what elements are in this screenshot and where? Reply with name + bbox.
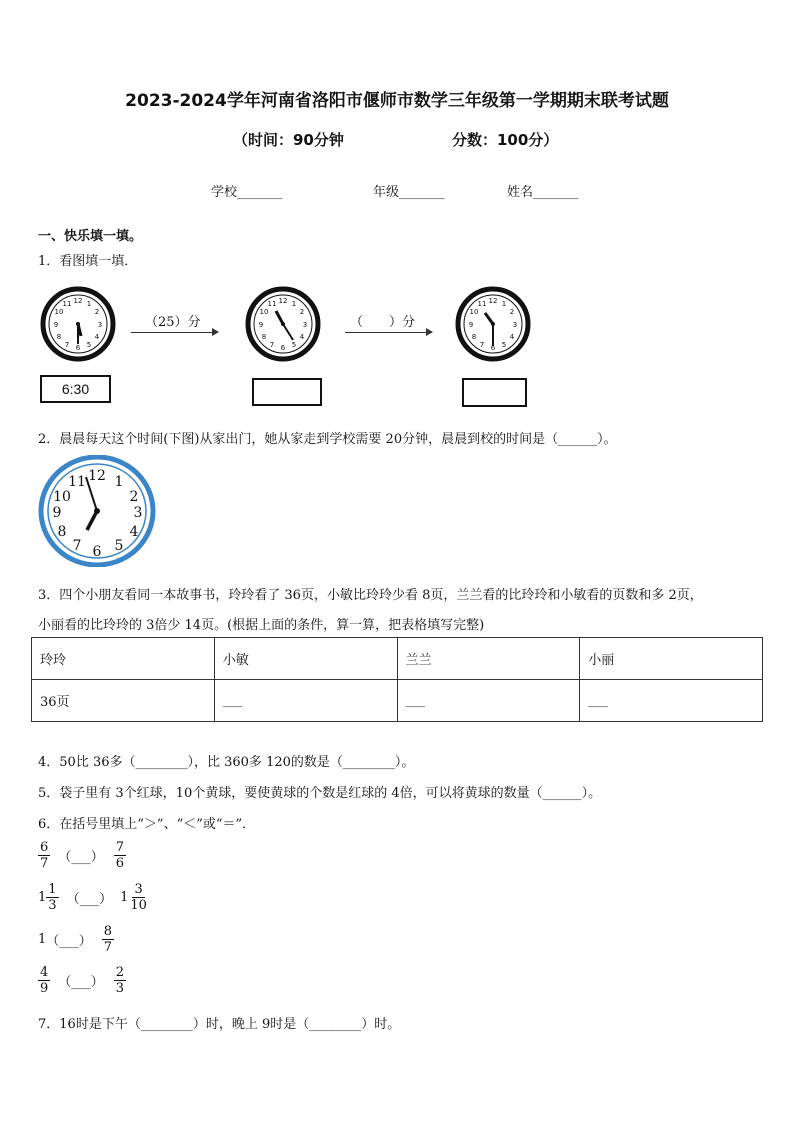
svg-text:11: 11 — [62, 300, 72, 308]
arrow-2-head-icon — [426, 328, 433, 336]
svg-text:10: 10 — [54, 308, 64, 316]
page-title: 2023-2024学年河南省洛阳市偃师市数学三年级第一学期期末联考试题 — [125, 91, 669, 111]
svg-text:3: 3 — [512, 321, 518, 329]
clock-2-icon — [245, 286, 321, 362]
svg-text:3: 3 — [133, 505, 143, 521]
answer-blank[interactable]: （___） — [58, 850, 104, 865]
svg-text:2: 2 — [94, 308, 100, 316]
svg-text:12: 12 — [278, 297, 288, 305]
table-row — [32, 680, 763, 722]
question-7-text: 7．16时是下午（________）时，晚上 9时是（________）时。 — [38, 1017, 401, 1032]
comparison-row-4 — [38, 965, 126, 996]
left-fraction: $\frac{1}{3}$ — [48, 882, 57, 913]
table-cell[interactable]: ___ — [397, 680, 580, 722]
svg-text:4: 4 — [509, 333, 515, 341]
total-score: 分数：100分） — [452, 131, 559, 149]
svg-text:1: 1 — [501, 300, 507, 308]
svg-text:8: 8 — [56, 333, 62, 341]
left-fraction: $\frac{6}{7}$ — [40, 840, 49, 871]
svg-text:6: 6 — [92, 544, 102, 560]
time-box-1: 6:30 — [40, 375, 111, 403]
question-1-text: 1．看图填一填． — [38, 254, 138, 269]
svg-text:5: 5 — [114, 538, 124, 554]
svg-text:2: 2 — [299, 308, 305, 316]
right-whole: 1 — [120, 890, 129, 905]
arrow-1-head-icon — [212, 328, 219, 336]
svg-text:2: 2 — [129, 489, 139, 505]
arrow-2-label: （ ）分 — [350, 315, 416, 330]
question-6-text: 6．在括号里填上“＞”、“＜”或“＝”． — [38, 817, 256, 832]
table-header-cell: 兰兰 — [397, 638, 580, 680]
svg-text:1: 1 — [86, 300, 92, 308]
svg-text:11: 11 — [267, 300, 277, 308]
table-header-cell: 小丽 — [580, 638, 763, 680]
svg-text:4: 4 — [299, 333, 305, 341]
clock-3-icon — [455, 286, 531, 362]
arrow-2-line — [345, 332, 430, 333]
question-4-text: 4．50比 36多（________），比 360多 120的数是（________）。 — [38, 755, 415, 770]
table-header-row — [32, 638, 763, 680]
time-limit: （时间：90分钟 — [233, 131, 344, 149]
svg-text:9: 9 — [468, 321, 474, 329]
name-field: 姓名_______ — [507, 185, 579, 200]
svg-text:12: 12 — [488, 297, 498, 305]
right-fraction: $\frac{2}{3}$ — [115, 965, 125, 996]
svg-text:9: 9 — [53, 321, 59, 329]
question-3-line-1: 3．四个小朋友看同一本故事书，玲玲看了 36页，小敏比玲玲少看 8页，兰兰看的比玲玲和小敏看的页数和多 2页， — [38, 588, 703, 603]
table-cell[interactable]: ___ — [580, 680, 763, 722]
arrow-1-line — [131, 332, 216, 333]
time-box-2[interactable] — [252, 378, 322, 406]
right-fraction: $\frac{7}{6}$ — [115, 840, 125, 871]
question-3-line-2: 小丽看的比玲玲的 3倍少 14页。(根据上面的条件，算一算，把表格填写完整) — [38, 618, 485, 633]
left-fraction: $\frac{4}{9}$ — [40, 965, 49, 996]
comparison-row-2 — [38, 882, 149, 913]
svg-text:4: 4 — [129, 524, 139, 540]
svg-text:6: 6 — [75, 344, 81, 352]
svg-text:3: 3 — [97, 321, 103, 329]
left-whole: 1 — [38, 932, 47, 947]
svg-text:2: 2 — [509, 308, 515, 316]
grade-field: 年级_______ — [373, 185, 445, 200]
table-header-cell: 玲玲 — [32, 638, 215, 680]
svg-text:8: 8 — [261, 333, 267, 341]
left-whole: 1 — [38, 890, 47, 905]
svg-text:3: 3 — [302, 321, 308, 329]
question-2-text: 2．晨晨每天这个时间(下图)从家出门，她从家走到学校需要 20分钟，晨晨到校的时间是（______）。 — [38, 432, 617, 447]
wall-clock-icon — [38, 455, 156, 567]
answer-blank[interactable]: （___） — [58, 975, 104, 990]
comparison-row-3 — [38, 924, 114, 955]
svg-text:10: 10 — [469, 308, 479, 316]
comparison-row-1 — [38, 840, 126, 871]
svg-text:5: 5 — [86, 341, 92, 349]
clock-1-icon — [40, 286, 116, 362]
svg-text:7: 7 — [479, 341, 485, 349]
table-cell[interactable]: ___ — [214, 680, 397, 722]
answer-blank[interactable]: （___） — [46, 934, 92, 949]
svg-text:4: 4 — [94, 333, 100, 341]
svg-text:11: 11 — [68, 474, 86, 490]
arrow-1-label: （25）分 — [145, 315, 201, 330]
svg-text:12: 12 — [88, 468, 106, 484]
question-5-text: 5．袋子里有 3个红球，10个黄球，要使黄球的个数是红球的 4倍，可以将黄球的数量（______）。 — [38, 786, 602, 801]
svg-text:12: 12 — [73, 297, 83, 305]
answer-blank[interactable]: （___） — [66, 892, 113, 907]
svg-text:10: 10 — [53, 489, 71, 505]
svg-text:7: 7 — [269, 341, 275, 349]
pages-table — [31, 637, 763, 722]
svg-text:5: 5 — [291, 341, 297, 349]
svg-text:8: 8 — [57, 524, 67, 540]
svg-text:7: 7 — [64, 341, 70, 349]
svg-text:9: 9 — [258, 321, 264, 329]
table-cell: 36页 — [32, 680, 215, 722]
svg-text:1: 1 — [291, 300, 297, 308]
right-fraction: $\frac{3}{10}$ — [130, 882, 147, 913]
svg-text:1: 1 — [114, 474, 124, 490]
time-box-3[interactable] — [462, 378, 527, 407]
table-header-cell: 小敏 — [214, 638, 397, 680]
svg-text:9: 9 — [52, 505, 62, 521]
school-field: 学校_______ — [211, 185, 283, 200]
svg-text:7: 7 — [72, 538, 82, 554]
right-fraction: $\frac{8}{7}$ — [103, 924, 113, 955]
svg-text:11: 11 — [477, 300, 487, 308]
svg-text:6: 6 — [490, 344, 496, 352]
svg-text:8: 8 — [471, 333, 477, 341]
section-title: 一、快乐填一填。 — [38, 229, 143, 244]
svg-text:5: 5 — [501, 341, 507, 349]
svg-text:10: 10 — [259, 308, 269, 316]
svg-text:6: 6 — [280, 344, 286, 352]
